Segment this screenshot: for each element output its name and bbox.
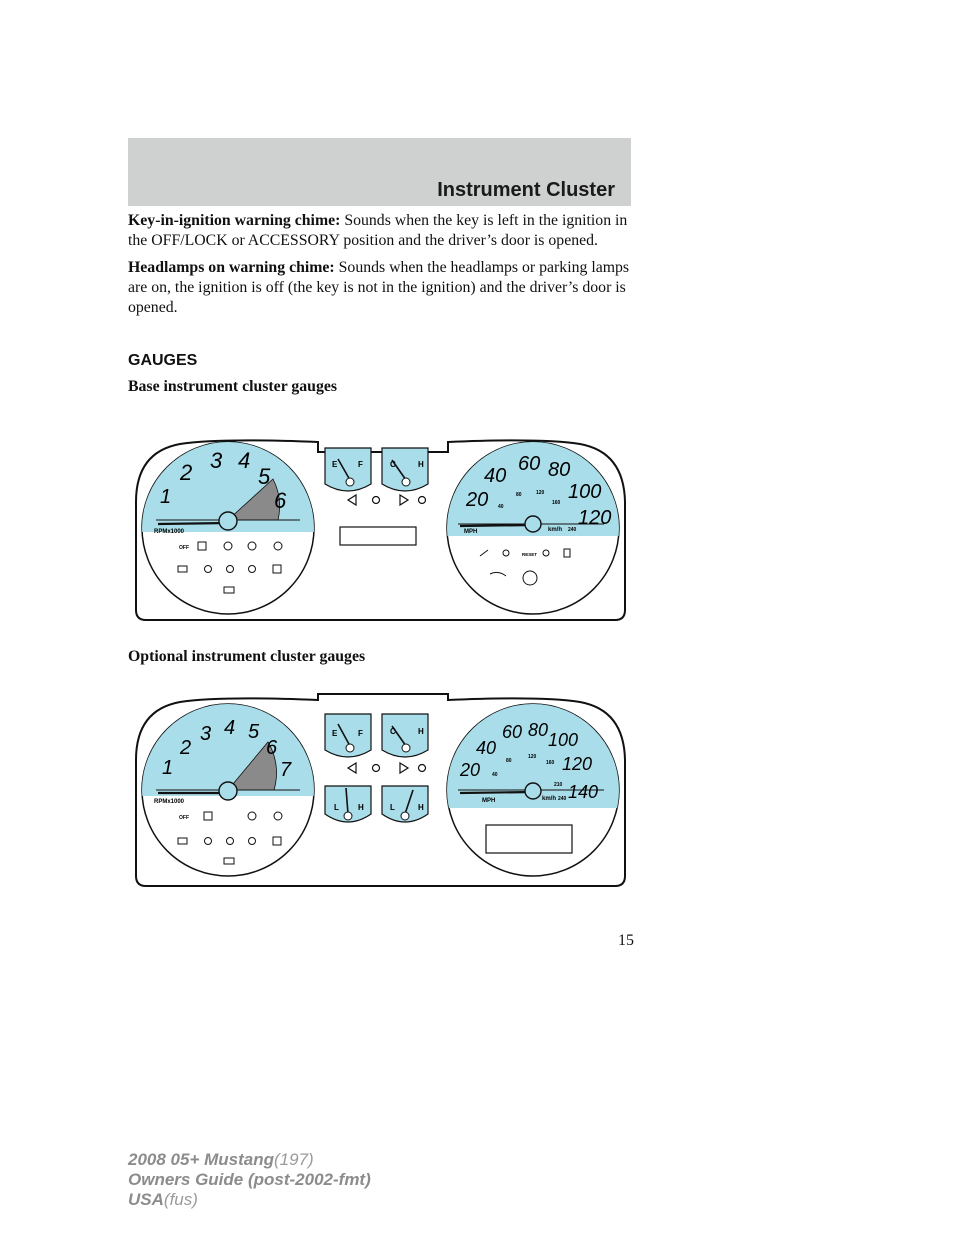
volt-high-label: H: [358, 803, 364, 812]
oil-low-label: L: [390, 803, 395, 812]
temp-hot-label: H: [418, 460, 424, 469]
section-header-title: Instrument Cluster: [437, 179, 615, 201]
fuel-gauge: [325, 448, 371, 491]
speed-num-20: 20: [466, 489, 489, 511]
footer-line-1: [128, 1150, 371, 1170]
speed-num-40: 40: [484, 465, 507, 487]
text-key-chime: Sounds when the key is left in the ignition in the OFF/LOCK or ACCESSORY position and the driver’s door is opened.: [128, 212, 628, 249]
voltmeter-gauge: [325, 786, 371, 822]
footer-guide: Owners Guide (post-2002-fmt): [128, 1170, 371, 1189]
opt-fuel-full: F: [358, 729, 363, 738]
body-text: [128, 211, 633, 325]
fuel-empty-label: E: [332, 460, 338, 469]
opt-speed-80: 80: [528, 720, 549, 740]
paragraph-headlamps-chime: [128, 258, 633, 318]
base-cluster-figure: [128, 432, 633, 629]
optional-cluster-figure: [128, 690, 633, 895]
opt-speed-120: 120: [562, 754, 593, 774]
kmh-num-40: 40: [498, 504, 504, 510]
speed-needle: [460, 525, 533, 526]
opt-tach-num-3: 3: [200, 723, 212, 745]
opt-speed-100: 100: [548, 730, 579, 750]
kmh-num-240: 240: [568, 527, 577, 533]
kmh-label: km/h: [548, 527, 563, 533]
odometer-display: [340, 527, 416, 545]
reset-label: RESET: [522, 552, 538, 557]
footer-market-code: (fus): [163, 1190, 198, 1209]
opt-speed-20: 20: [460, 760, 481, 780]
tach-num-2: 2: [180, 460, 193, 485]
tach-needle: [158, 523, 228, 524]
kmh-num-120: 120: [536, 490, 545, 496]
tach-num-5: 5: [258, 464, 271, 489]
text-headlamps-chime: Sounds when the headlamps or parking lamps are on, the ignition is off (the key is not in the ignition) and the driver’s door is opened.: [128, 259, 630, 316]
volt-low-label: L: [334, 803, 339, 812]
kmh-num-80: 80: [516, 492, 522, 498]
paragraph-key-chime: [128, 211, 633, 251]
temp-cold-label: C: [390, 460, 396, 469]
tach-num-4: 4: [238, 448, 251, 473]
opt-speed-60: 60: [502, 722, 523, 742]
temp-gauge-optional: [382, 714, 428, 757]
oil-pressure-gauge: [382, 786, 428, 822]
gauges-heading: GAUGES: [128, 352, 198, 369]
opt-temp-hot: H: [418, 727, 424, 736]
kmh-num-160: 160: [552, 500, 561, 506]
opt-kmh-80: 80: [506, 758, 512, 764]
opt-tach-num-7: 7: [280, 759, 292, 781]
fuel-gauge-optional: [325, 714, 371, 757]
temp-gauge: [382, 448, 428, 491]
base-cluster-svg: [128, 432, 633, 624]
opt-speed-40: 40: [476, 738, 497, 758]
opt-tach-rpm-label: RPMx1000: [154, 799, 185, 805]
tach-num-1: 1: [160, 486, 172, 508]
footer-line-2: [128, 1170, 371, 1190]
fuel-full-label: F: [358, 460, 363, 469]
footer-model-code: (197): [274, 1150, 314, 1169]
tach-rpm-label: RPMx1000: [154, 529, 185, 535]
opt-tach-num-1: 1: [162, 757, 174, 779]
footer: [128, 1150, 371, 1210]
term-key-chime: Key-in-ignition warning chime:: [128, 212, 345, 229]
footer-model: 2008 05+ Mustang: [128, 1150, 274, 1169]
term-headlamps-chime: Headlamps on warning chime:: [128, 259, 339, 276]
opt-kmh-label: km/h: [542, 796, 557, 802]
opt-kmh-210: 210: [554, 782, 563, 788]
opt-kmh-120: 120: [528, 754, 537, 760]
header-band: [128, 138, 631, 206]
page-number: 15: [618, 932, 634, 949]
tach-num-6: 6: [274, 488, 287, 513]
footer-line-3: [128, 1190, 371, 1210]
opt-tach-num-6: 6: [266, 737, 278, 759]
optional-cluster-svg: [128, 690, 633, 890]
message-center-display: [486, 825, 572, 853]
opt-mph-label: MPH: [482, 798, 496, 804]
tach-num-3: 3: [210, 448, 223, 473]
speed-num-120: 120: [578, 507, 612, 529]
opt-tach-num-2: 2: [180, 737, 192, 759]
speed-num-100: 100: [568, 481, 602, 503]
tach-off-label: OFF: [179, 545, 189, 551]
opt-tach-num-4: 4: [224, 717, 236, 739]
opt-fuel-empty: E: [332, 729, 338, 738]
opt-kmh-40: 40: [492, 772, 498, 778]
opt-speed-140: 140: [568, 782, 599, 802]
opt-temp-cold: C: [390, 727, 396, 736]
speed-num-60: 60: [518, 453, 541, 475]
opt-kmh-240: 240: [558, 796, 567, 802]
opt-tach-num-5: 5: [248, 721, 260, 743]
oil-high-label: H: [418, 803, 424, 812]
mph-label: MPH: [464, 529, 478, 535]
base-cluster-caption: Base instrument cluster gauges: [128, 378, 338, 395]
speed-num-80: 80: [548, 459, 571, 481]
footer-market: USA: [128, 1190, 164, 1209]
optional-cluster-caption: Optional instrument cluster gauges: [128, 648, 366, 665]
opt-kmh-160: 160: [546, 760, 555, 766]
opt-tach-off-label: OFF: [179, 815, 189, 821]
